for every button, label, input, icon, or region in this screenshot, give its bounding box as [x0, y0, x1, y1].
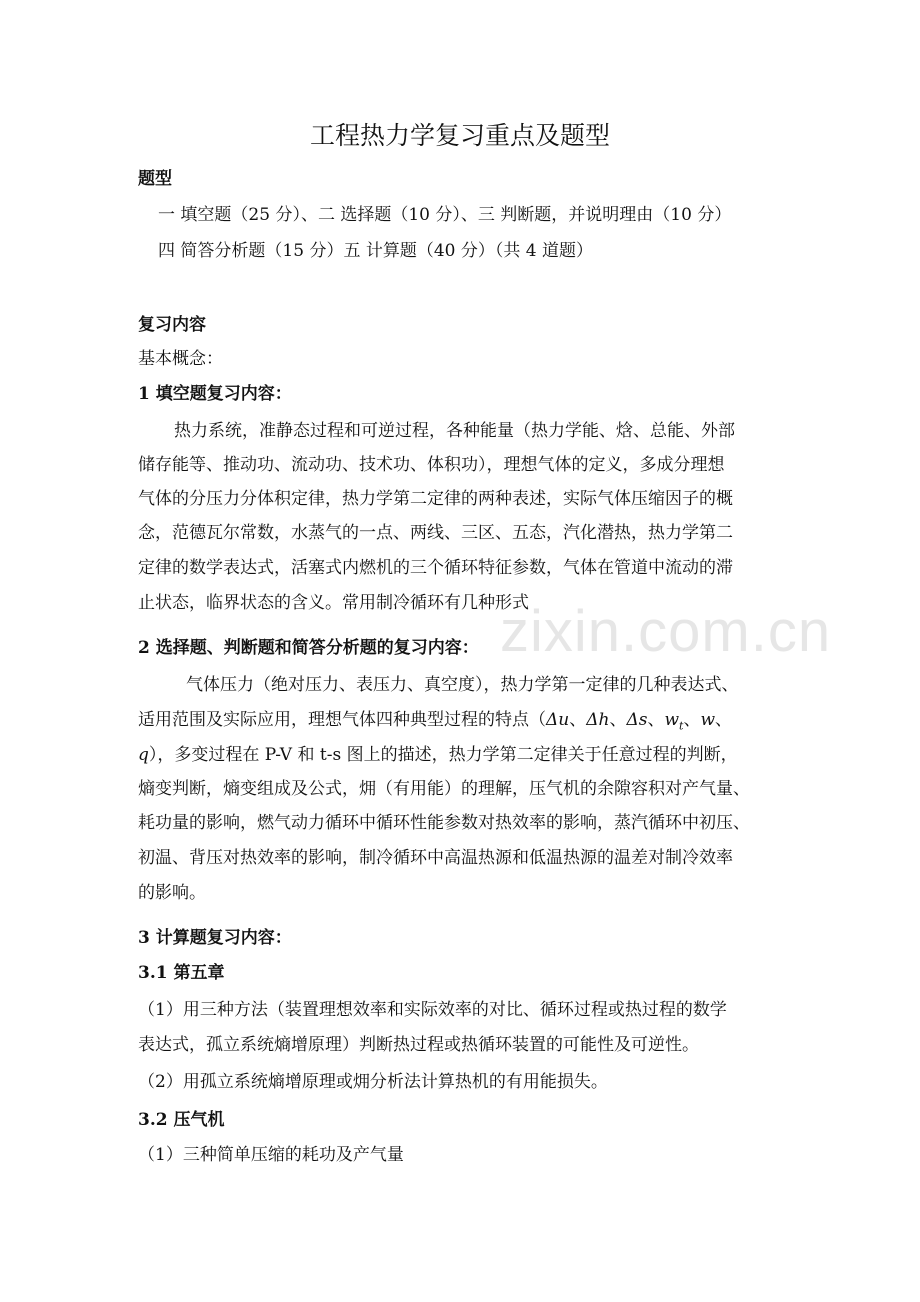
section-1-line-1: 热力系统，准静态过程和可逆过程，各种能量（热力学能、焓、总能、外部 — [174, 421, 735, 441]
review-heading: 复习内容 — [138, 315, 206, 335]
delta-h-symbol: Δh — [586, 710, 610, 730]
watermark: zixin.com.cn — [500, 599, 832, 664]
question-types-line-1: 一 填空题（25 分）、二 选择题（10 分）、三 判断题，并说明理由（10 分） — [158, 205, 732, 225]
section-1-line-3: 气体的分压力分体积定律，热力学第二定律的两种表述，实际气体压缩因子的概 — [138, 489, 733, 509]
q-symbol: q — [138, 745, 149, 765]
section-1-line-5: 定律的数学表达式，活塞式内燃机的三个循环特征参数，气体在管道中流动的滞 — [138, 558, 733, 578]
wt-symbol: w — [664, 710, 680, 730]
section-3-2-item-1: （1）三种简单压缩的耗功及产气量 — [138, 1145, 404, 1165]
section-3-1-heading: 3.1 第五章 — [138, 963, 225, 983]
question-types-line-2: 四 简答分析题（15 分）五 计算题（40 分）（共 4 道题） — [158, 241, 594, 261]
section-2-line-1: 气体压力（绝对压力、表压力、真空度），热力学第一定律的几种表达式、 — [186, 675, 739, 695]
section-3-1-item-1-line-1: （1）用三种方法（装置理想效率和实际效率的对比、循环过程或热过程的数学 — [138, 1000, 727, 1020]
section-1-line-4: 念，范德瓦尔常数，水蒸气的一点、两线、三区、五态，汽化潜热，热力学第二 — [138, 523, 733, 543]
section-1-line-6: 止状态，临界状态的含义。常用制冷循环有几种形式 — [138, 593, 529, 613]
section-2-line-7: 的影响。 — [138, 883, 206, 903]
question-types-heading: 题型 — [138, 169, 172, 189]
section-2-line-5: 耗功量的影响，燃气动力循环中循环性能参数对热效率的影响，蒸汽循环中初压、 — [138, 813, 750, 833]
section-1-heading: 1 填空题复习内容： — [138, 384, 292, 404]
section-2-line-3: q），多变过程在 P-V 和 t-s 图上的描述，热力学第二定律关于任意过程的判断， — [138, 745, 738, 765]
delta-u-symbol: Δu — [546, 710, 570, 730]
section-3-1-item-1-line-2: 表达式，孤立系统熵增原理）判断热过程或热循环装置的可能性及可逆性。 — [138, 1035, 699, 1055]
delta-s-symbol: Δs — [626, 710, 648, 730]
document-title: 工程热力学复习重点及题型 — [309, 121, 610, 150]
section-1-line-2: 储存能等、推动功、流动功、技术功、体积功），理想气体的定义，多成分理想 — [138, 455, 725, 475]
w-symbol: w — [700, 710, 716, 730]
basic-concepts-label: 基本概念： — [138, 349, 223, 369]
section-2-heading: 2 选择题、判断题和简答分析题的复习内容： — [138, 638, 479, 658]
section-2-line-6: 初温、背压对热效率的影响，制冷循环中高温热源和低温热源的温差对制冷效率 — [138, 848, 733, 868]
section-2-line-2: 适用范围及实际应用，理想气体四种典型过程的特点（Δu、Δh、Δs、$w_t$、w、 — [138, 710, 733, 733]
section-3-2-heading: 3.2 压气机 — [138, 1110, 225, 1130]
section-3-1-item-2: （2）用孤立系统熵增原理或㶲分析法计算热机的有用能损失。 — [138, 1072, 608, 1092]
section-2-line-4: 熵变判断，熵变组成及公式，㶲（有用能）的理解，压气机的余隙容积对产气量、 — [138, 779, 750, 799]
section-3-heading: 3 计算题复习内容： — [138, 928, 292, 948]
